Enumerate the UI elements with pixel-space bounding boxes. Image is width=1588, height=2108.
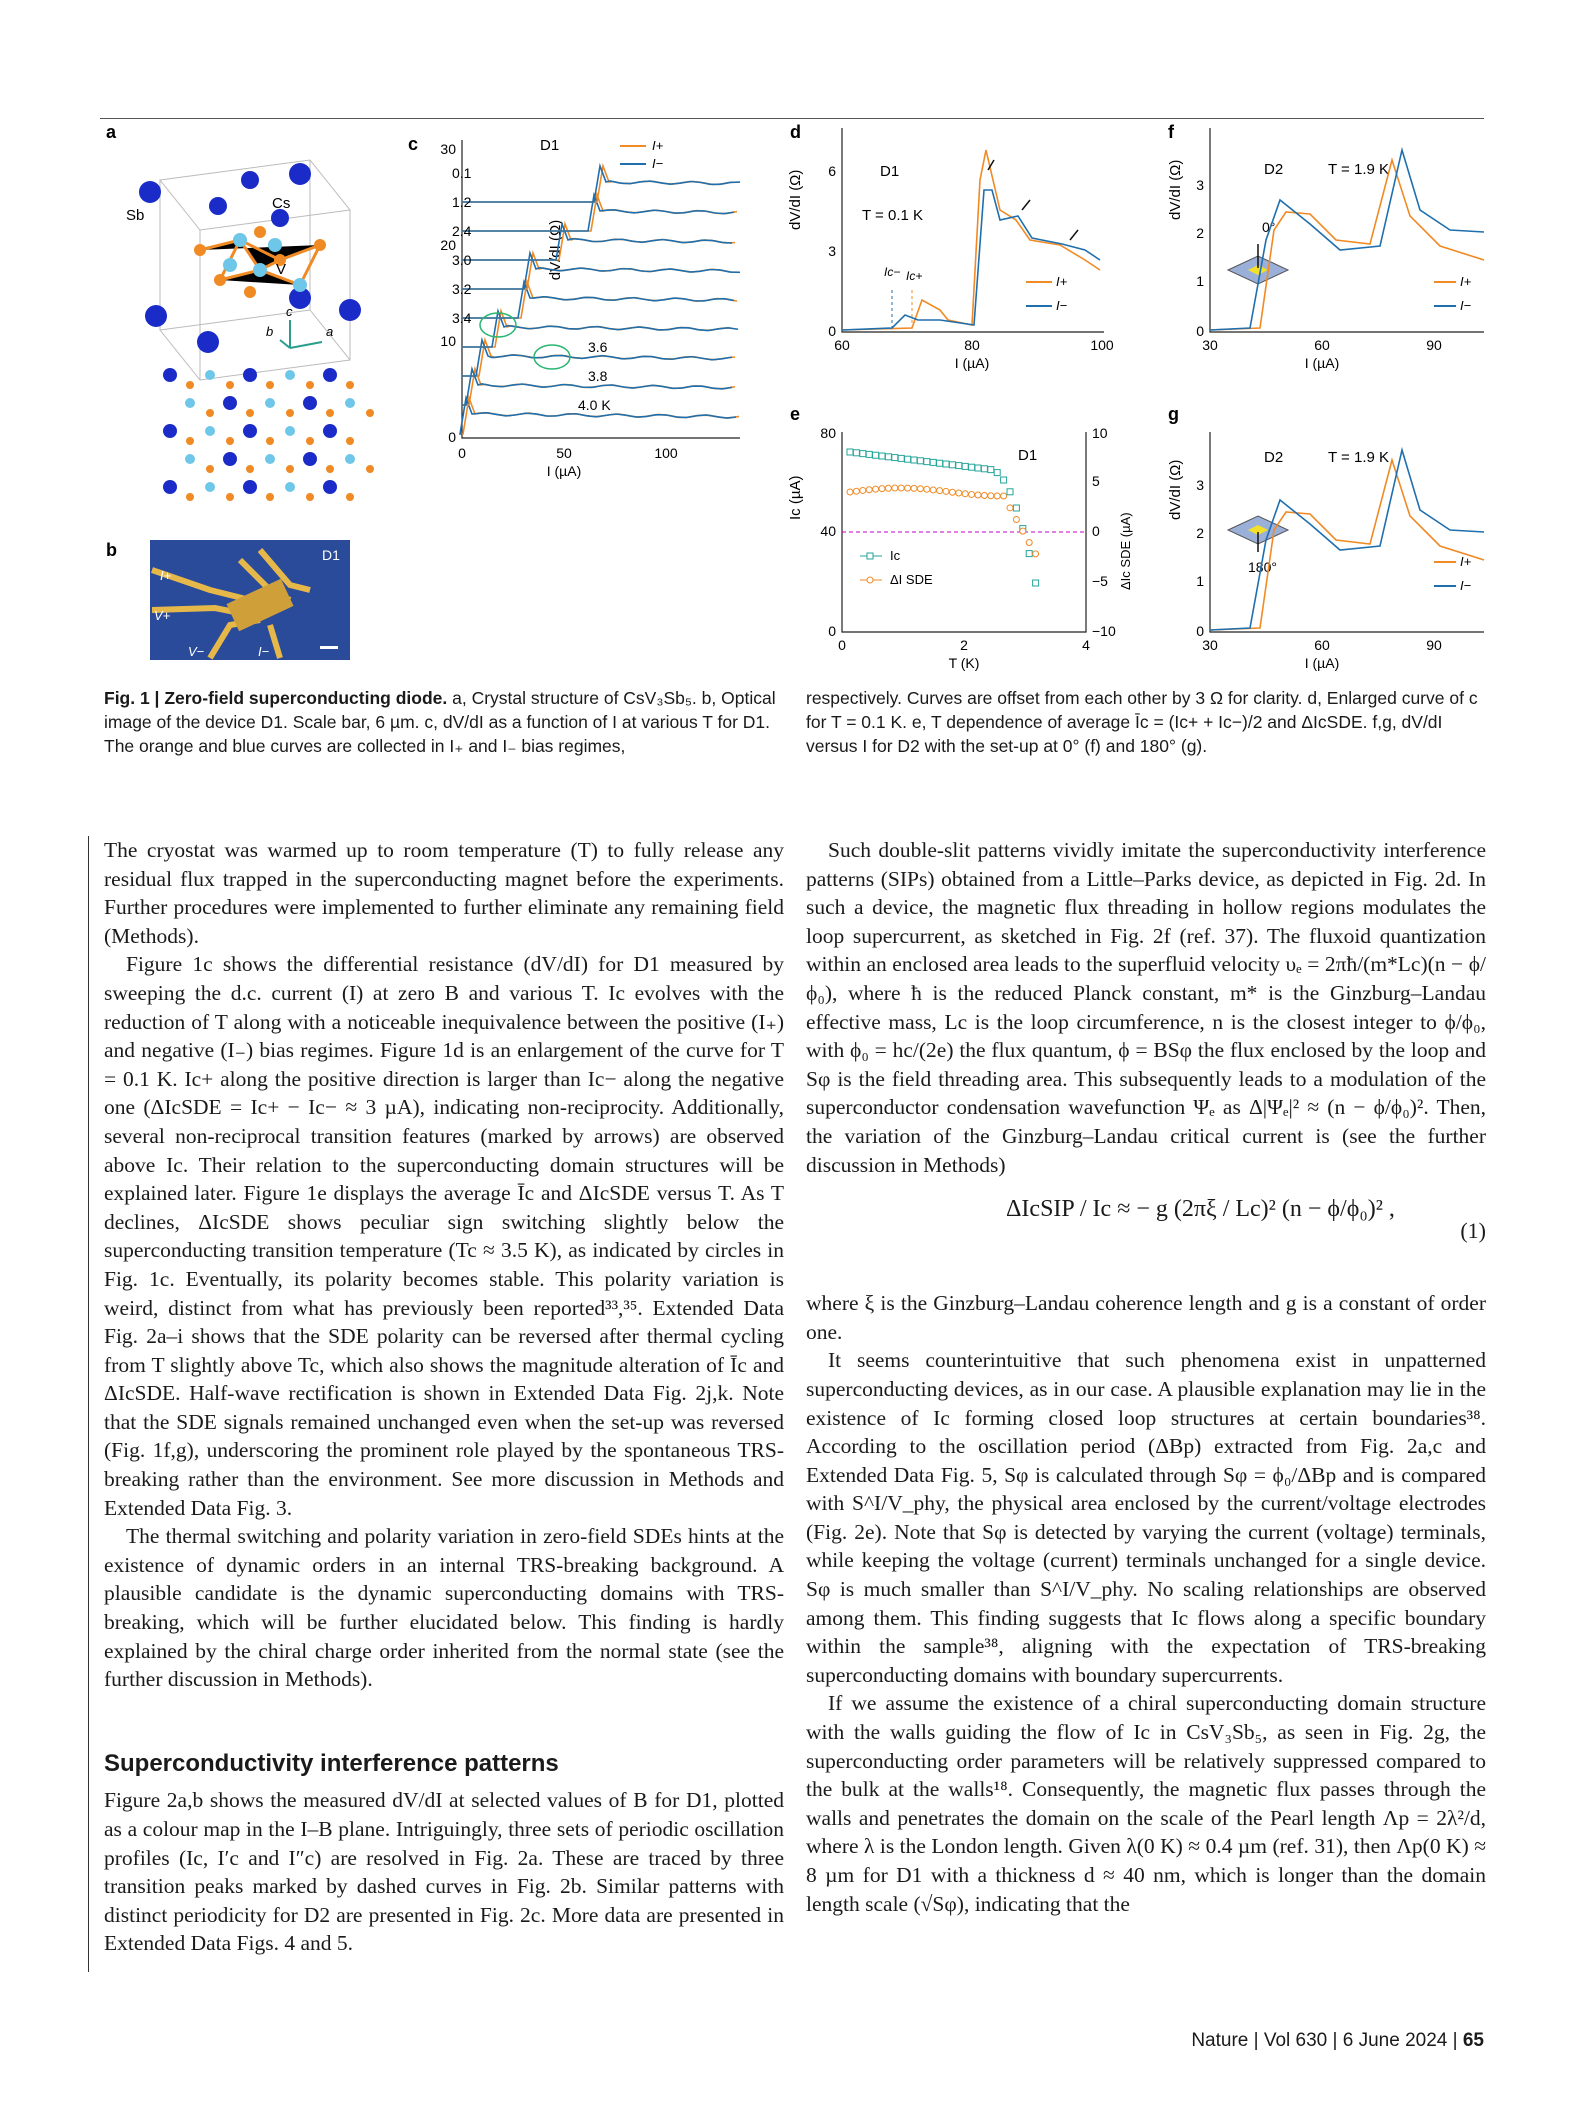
hexagonal-lattice [163,368,374,501]
footer-sep-1: | [1253,2030,1259,2051]
g-legend-iplus: I+ [1460,554,1472,569]
c-temp-label-4: 3.2 [452,281,472,297]
e-sde-point [975,492,981,498]
e-sde-point [994,493,1000,499]
equation-1 [806,1179,1486,1289]
e-ic-point [1007,489,1013,495]
e-sde-point [866,487,872,493]
e-xlabel: T (K) [948,655,980,671]
c-temp-label-8: 0.1 [452,165,472,181]
e-ytick-40: 40 [820,523,836,539]
c-curve-5-iminus [462,253,740,289]
e-y2tick-m10: −10 [1092,623,1116,639]
footer-date: 6 June 2024 [1342,2030,1448,2051]
footer-journal: Nature [1191,2030,1249,2051]
g-xtick-30: 30 [1202,637,1218,653]
e-ic-point [1001,477,1007,483]
e-sde-point [847,489,853,495]
c-device-label: D1 [540,137,560,154]
e-ic-point [917,458,923,464]
lattice-atom [205,426,215,436]
body-left-column [104,836,784,1958]
f-legend-iminus: I− [1460,298,1472,313]
section-heading: Superconductivity interference patterns [104,1749,559,1777]
e-sde-point [969,491,975,497]
c-xtick-50: 50 [556,445,572,461]
g-xlabel: I (µA) [1304,655,1340,671]
panel-c-curves [460,166,740,434]
c-curve-7-iplus [462,195,737,231]
d-xtick-80: 80 [964,337,980,353]
panel-d-label: d [790,122,801,142]
panel-b-label: b [106,540,117,560]
atom-cs-label: Cs [272,195,291,212]
lattice-atom [303,452,317,466]
e-sde-point [949,489,955,495]
e-sde-point [879,486,885,492]
e-ic-point [1026,551,1032,557]
lattice-atom-sb [346,381,354,389]
margin-rule [88,836,89,1972]
lattice-atom-sb [306,493,314,501]
lattice-atom [323,480,337,494]
g-device-label: D2 [1264,449,1284,466]
c-legend-iminus: I− [652,156,664,171]
axis-c-label: c [286,304,293,319]
panel-e-y2label: ΔIc SDE (µA) [1118,512,1133,590]
panel-e-ylabel: Ic (µA) [787,475,804,520]
lattice-atom [323,368,337,382]
lattice-atom-sb [186,437,194,445]
c-ytick-20: 20 [440,237,456,253]
e-ic-point [994,470,1000,476]
c-curve-4-iplus [462,282,737,318]
e-sde-point [988,493,994,499]
f-device-label: D2 [1264,161,1284,178]
f-ytick-3: 3 [1196,177,1204,193]
e-ic-point [988,467,994,473]
lattice-atom-sb [206,465,214,473]
d-temp-label: T = 0.1 K [862,207,924,224]
lattice-atom-sb [286,409,294,417]
e-sde-point [930,487,936,493]
caption-left-text: a, Crystal structure of CsV₃Sb₅. b, Optical image of the device D1. Scale bar, 6 µm. c, dV/dI as a function of I at various T for D1. The orange and blue curves are collected in I₊ and I₋ bias regimes, [104,688,776,756]
e-ic-point [853,450,859,456]
lattice-atom [163,480,177,494]
e-sde-point [905,485,911,491]
e-ic-point [956,463,962,469]
panel-c-ylabel: dV/dI (Ω) [547,219,564,281]
g-ytick-2: 2 [1196,525,1204,541]
e-xtick-0: 0 [838,637,846,653]
e-ic-point [866,451,872,457]
e-ic-point [962,463,968,469]
lattice-atom [205,482,215,492]
left-paragraph-4: Figure 2a,b shows the measured dV/dI at selected values of B for D1, plotted as a colour map in the I–B plane. Intriguingly, three sets of periodic oscillation profiles (Ic, I′c and I″c) are resolved in Fig. 2a. These are traced by three transition peaks marked by dashed curves in Fig. 2b. Similar patterns with distinct periodicity for D2 are presented in Fig. 2c. More data are presented in Extended Data Figs. 4 and 5. [104,1788,784,1956]
g-ytick-3: 3 [1196,477,1204,493]
e-ic-point [905,456,911,462]
f-xlabel: I (µA) [1304,355,1340,371]
f-xtick-90: 90 [1426,337,1442,353]
c-temp-label-7: 1.2 [452,194,472,210]
c-curve-8-iminus [462,166,740,202]
e-sde-point [1007,505,1013,511]
c-curve-6-iminus [462,224,732,260]
d-xtick-100: 100 [1090,337,1114,353]
c-xtick-100: 100 [654,445,678,461]
f-xtick-60: 60 [1314,337,1330,353]
panel-c-label: c [408,134,419,154]
g-legend-iminus: I− [1460,578,1472,593]
lattice-atom [243,480,257,494]
lattice-atom [163,368,177,382]
d-xtick-60: 60 [834,337,850,353]
panel-f-d2-0deg [1167,122,1484,371]
e-sde-point [981,492,987,498]
e-y2tick-10: 10 [1092,425,1108,441]
device-d1-label: D1 [322,547,340,563]
f-xtick-30: 30 [1202,337,1218,353]
d-device-label: D1 [880,163,900,180]
e-xtick-2: 2 [960,637,968,653]
panel-f-label: f [1168,122,1174,142]
lattice-atom-sb [266,437,274,445]
e-sde-point [943,488,949,494]
right-paragraph-3: It seems counterintuitive that such phenomena exist in unpatterned superconducting devices, as in our case. A plausible explanation may lie in the existence of Ic forming closed loop structures at certain boundaries³⁸. According to the oscillation period (ΔBp) extracted from Fig. 2a,c and Extended Data Fig. 5, Sφ is calculated through Sφ = ϕ₀/ΔBp and is compared with S^I/V_phy, the physical area enclosed by the current/voltage electrodes (Fig. 2e). Note that Sφ is detected by varying the current (voltage) terminals, while keeping the voltage (current) terminals unchanged for a single device. Sφ is much smaller than S^I/V_phy. No scaling relationships are observed among them. This finding suggests that Ic flows along a specific boundary within the sample³⁸, aligning with the expectation of TRS-breaking superconducting domains with boundary supercurrents. [806,1348,1486,1687]
e-ic-point [930,459,936,465]
c-temp-label-0: 4.0 K [578,397,611,413]
e-ic-point [924,459,930,465]
lattice-atom [285,370,295,380]
g-xtick-60: 60 [1314,637,1330,653]
e-sde-point [898,485,904,491]
c-temp-label-5: 3.0 [452,252,472,268]
panel-g-label: g [1168,404,1179,424]
panel-g-d2-180deg [1167,404,1484,671]
lattice-atom-sb [186,381,194,389]
curvesF-iplus [1210,160,1484,330]
e-ic-point [1013,505,1019,511]
lattice-atom-sb [206,409,214,417]
c-xtick-0: 0 [458,445,466,461]
e-ic-point [911,457,917,463]
left-paragraph-3: The thermal switching and polarity variation in zero-field SDEs hints at the existence of dynamic orders in an internal TRS-breaking background. A plausible candidate is the dynamic superconducting domains with TRS-breaking, which will be further elucidated below. This finding is hardly explained by the chiral charge order inherited from the normal state (see the further discussion in Methods). [104,1524,784,1692]
e-sde-point [1001,493,1007,499]
lattice-atom-sb [366,465,374,473]
e-ytick-80: 80 [820,425,836,441]
lattice-atom-sb [306,437,314,445]
e-ic-point [873,452,879,458]
caption-left [104,686,784,758]
axis-b-label: b [266,324,274,339]
e-ic-point [879,453,885,459]
c-ytick-30: 30 [440,141,456,157]
d-ytick-0: 0 [828,323,836,339]
equation-body: ΔIcSIP / Ic ≈ − g (2πξ / Lc)² (n − ϕ/ϕ₀)² , [1006,1196,1395,1223]
curvesG-iplus [1210,460,1484,630]
e-ytick-0: 0 [828,623,836,639]
e-ic-point [860,451,866,457]
left-paragraph-1: The cryostat was warmed up to room temperature (T) to fully release any residual flux trapped in the superconducting magnet before the experiments. Further procedures were implemented to further eliminate any remaining field (Methods). [104,838,784,948]
e-sde-point [1020,528,1026,534]
e-y2tick-m5: −5 [1092,573,1108,589]
terminal-i-minus: I− [258,644,270,659]
lattice-atom-sb [246,409,254,417]
lattice-atom-sb [346,493,354,501]
g-ytick-0: 0 [1196,623,1204,639]
e-ic-point [1033,580,1039,586]
panel-b-device-image [106,540,350,660]
footer-volume: Vol 630 [1263,2030,1328,2051]
lattice-atom-sb [346,437,354,445]
d-legend-iminus: I− [1056,298,1068,313]
lattice-atom [265,398,275,408]
axis-a-label: a [326,324,334,339]
equation-number: (1) [1460,1218,1486,1244]
c-curve-4-iminus [462,282,734,318]
e-ic-point [885,454,891,460]
e-sde-point [885,485,891,491]
right-paragraph-1: Such double-slit patterns vividly imitate the superconductivity interference patterns (SIPs) obtained from a Little–Parks device, as depicted in Fig. 2d. In such a device, the magnetic flux threading in hollow regions modulates the loop supercurrent, as sketched in Fig. 2f (ref. 37). The fluxoid quantization within an enclosed area leads to the superfluid velocity υₑ = 2πħ/(m*Lc)(n − ϕ/ϕ₀), where ħ is the reduced Planck constant, m* is the Ginzburg–Landau effective mass, Lc is the loop circumference, n is the closest integer to ϕ/ϕ₀, with ϕ₀ = hc/(2e) the flux quantum, ϕ = BSφ the flux enclosed by the loop and Sφ is the field threading area. This subsequently leads to a modulation of the superconductor condensation wavefunction Ψₑ as Δ|Ψₑ|² ≈ (n − ϕ/ϕ₀)². Then, the variation of the Ginzburg–Landau critical current is (see the further discussion in Methods) [806,838,1486,1177]
panel-d-ylabel: dV/dI (Ω) [787,169,804,230]
lattice-atom [243,368,257,382]
lattice-atom-sb [266,493,274,501]
panel-e-ic-vs-t [787,404,1133,680]
c-temp-label-6: 2.4 [452,223,472,239]
e-legend-ic: Ic [890,548,901,563]
d-xlabel: I (µA) [954,355,990,371]
footer-sep-3: | [1452,2030,1458,2051]
panel-d-enlarged [787,122,1114,371]
right-paragraph-4: If we assume the existence of a chiral superconducting domain structure with the walls guiding the flow of Ic in CsV₃Sb₅, as seen in Fig. 2g, the superconducting order parameters will be relatively suppressed compared to the bulk at the walls¹⁸. Consequently, the magnetic flux passes through the walls and penetrates the domain on the scale of the Pearl length Λp = 2λ²/d, where λ is the London length. Given λ(0 K) ≈ 0.4 µm (ref. 31), then Λp(0 K) ≈ 8 µm for D1 with a thickness d ≈ 40 nm, which is longer than the domain length scale (√Sφ), indicating that the [806,1691,1486,1916]
caption-right [806,686,1486,758]
body-right-column [806,836,1486,1918]
e-ic-point [898,455,904,461]
lattice-atom [223,396,237,410]
c-legend-iplus: I+ [652,138,664,153]
e-sde-point [924,486,930,492]
e-sde-point [937,488,943,494]
c-xlabel: I (µA) [546,463,582,479]
panel-a-crystal [106,122,374,501]
e-ic-point [981,466,987,472]
e-ic-point [969,464,975,470]
e-ic-point [943,461,949,467]
footer-sep-2: | [1332,2030,1338,2051]
lattice-atom-sb [226,381,234,389]
atom-sb-label: Sb [126,207,145,224]
lattice-atom-sb [266,381,274,389]
e-sde-point [917,486,923,492]
e-y2tick-0: 0 [1092,523,1100,539]
f-ytick-1: 1 [1196,273,1204,289]
f-ytick-2: 2 [1196,225,1204,241]
f-temp-label: T = 1.9 K [1328,161,1390,178]
lattice-atom-sb [226,493,234,501]
d-mark-icminus: Ic− [884,265,901,279]
e-sde-point [860,487,866,493]
terminal-v-minus: V− [188,644,205,659]
lattice-atom-sb [326,409,334,417]
e-sde-point [1026,540,1032,546]
top-rule [100,118,1484,119]
lattice-atom-sb [186,493,194,501]
f-angle-label: 0° [1262,219,1276,235]
caption-right-text: respectively. Curves are offset from each other by 3 Ω for clarity. d, Enlarged curve of c for T = 0.1 K. e, T dependence of average Īc = (Ic+ + Ic−)/2 and ΔIcSDE. f,g, dV/dI versus I for D2 with the set-up at 0° (f) and 180° (g). [806,688,1478,756]
lattice-atom-sb [286,465,294,473]
lattice-atom [205,370,215,380]
right-paragraph-2: where ξ is the Ginzburg–Landau coherence length and g is a constant of order one. [806,1291,1486,1344]
c-temp-label-2: 3.6 [588,339,608,355]
e-sde-point [873,486,879,492]
e-sde-point [962,491,968,497]
terminal-i-plus: I+ [160,568,172,583]
g-xtick-90: 90 [1426,637,1442,653]
footer-page: 65 [1462,2030,1484,2051]
panel-c-dvdi-vs-i [408,134,740,479]
e-y2tick-5: 5 [1092,473,1100,489]
lattice-atom [345,454,355,464]
f-ytick-0: 0 [1196,323,1204,339]
g-angle-label: 180° [1248,559,1277,575]
lattice-atom [303,396,317,410]
d-mark-icplus: Ic+ [906,269,923,283]
lattice-atom [323,424,337,438]
panel-a-label: a [106,122,117,142]
left-paragraph-2: Figure 1c shows the differential resistance (dV/dI) for D1 measured by sweeping the d.c. current (I) at zero B and various T. Ic evolves with the reduction of T along with a noticeable inequivalence between the positive (I₊) and negative (I₋) bias regimes. Figure 1d is an enlargement of the curve for T = 0.1 K. Ic+ along the positive direction is larger than Ic− along the negative one (ΔIcSDE = Ic+ − Ic− ≈ 3 µA), indicating non-reciprocity. Additionally, several non-reciprocal transition features (marked by arrows) are observed above Ic. Their relation to the superconducting domain structures will be explained later. Figure 1e displays the average Īc and ΔIcSDE versus T. As T declines, ΔIcSDE shows peculiar sign switching slightly below the superconducting transition temperature (Tc ≈ 3.5 K), as indicated by circles in Fig. 1c. Eventually, its polarity becomes stable. This polarity variation is weird, distinct from what has previously been reported³³,³⁵. Extended Data Fig. 2a–i shows that the SDE polarity can be reversed after thermal cycling from T slightly above Tc, which also shows the magnitude alteration of Īc and ΔIcSDE. Half-wave rectification is shown in Extended Data Fig. 2j,k. Note that the SDE signals remained unchanged even when the set-up was reversed (Fig. 1f,g), underscoring the prominent role played by the spontaneous TRS-breaking rather than the environment. See more discussion in Methods and Extended Data Fig. 3. [104,952,784,1520]
atom-v-label: V [276,261,287,278]
c-ytick-10: 10 [440,333,456,349]
lattice-atom-sb [306,381,314,389]
e-ic-point [949,462,955,468]
caption-title: Fig. 1 | Zero-field superconducting diode. [104,688,448,708]
lattice-atom [185,454,195,464]
e-sde-point [892,485,898,491]
g-ytick-1: 1 [1196,573,1204,589]
lattice-atom [345,398,355,408]
e-legend-dsde: ΔI SDE [890,572,933,587]
lattice-atom-sb [366,409,374,417]
e-ic-point [892,455,898,461]
panel-e-label: e [790,404,801,424]
lattice-atom [265,454,275,464]
lattice-atom-sb [246,465,254,473]
c-ytick-0: 0 [448,429,456,445]
lattice-atom [223,452,237,466]
lattice-atom [285,426,295,436]
e-sde-point [1013,517,1019,523]
f-legend-iplus: I+ [1460,274,1472,289]
c-temp-label-1: 3.8 [588,368,608,384]
d-legend-iplus: I+ [1056,274,1068,289]
panel-f-ylabel: dV/dI (Ω) [1167,159,1184,220]
panel-g-ylabel: dV/dI (Ω) [1167,459,1184,520]
e-sde-point [956,490,962,496]
e-device-label: D1 [1018,447,1038,464]
terminal-v-plus: V+ [154,608,171,623]
d-ytick-6: 6 [828,163,836,179]
figure-1 [100,120,1484,680]
c-temp-label-3: 3.4 [452,310,472,326]
e-sde-point [1033,551,1039,557]
lattice-atom [285,482,295,492]
lattice-atom-sb [326,465,334,473]
e-ic-point [937,460,943,466]
d-ytick-3: 3 [828,243,836,259]
lattice-atom [185,398,195,408]
e-sde-point [911,485,917,491]
e-sde-point [853,488,859,494]
lattice-atom [243,424,257,438]
lattice-atom-sb [226,437,234,445]
e-ic-point [847,449,853,455]
lattice-atom [163,424,177,438]
e-xtick-4: 4 [1082,637,1090,653]
g-temp-label: T = 1.9 K [1328,449,1390,466]
e-ic-point [975,465,981,471]
page-footer [1191,2030,1484,2052]
